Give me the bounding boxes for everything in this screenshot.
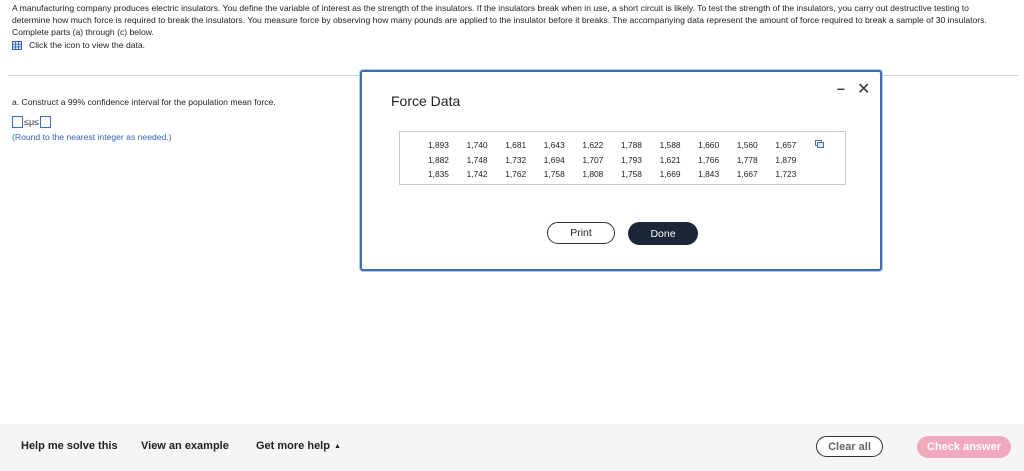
table-cell: 1,740 <box>466 140 488 151</box>
part-a-prompt: a. Construct a 99% confidence interval for the population mean force. <box>12 97 276 107</box>
table-cell: 1,762 <box>505 169 527 180</box>
view-data-label[interactable]: Click the icon to view the data. <box>29 40 146 50</box>
upper-bound-input[interactable] <box>40 116 51 128</box>
view-example-link[interactable]: View an example <box>141 440 229 452</box>
table-cell: 1,588 <box>659 140 681 151</box>
footer-bar <box>0 424 1024 471</box>
help-me-solve-link[interactable]: Help me solve this <box>21 440 118 452</box>
get-more-help-label[interactable]: Get more help <box>256 440 330 452</box>
print-button[interactable]: Print <box>547 222 615 244</box>
minimize-icon[interactable]: – <box>837 80 845 96</box>
table-cell: 1,882 <box>428 154 449 165</box>
mu-inequality: ≤μ≤ <box>24 117 40 127</box>
rounding-note: (Round to the nearest integer as needed.) <box>12 132 172 142</box>
view-data-link[interactable] <box>12 40 145 50</box>
table-cell: 1,660 <box>698 140 720 151</box>
table-cell: 1,758 <box>543 169 565 180</box>
close-icon[interactable]: ✕ <box>857 81 871 98</box>
table-cell: 1,758 <box>620 169 642 180</box>
table-cell: 1,681 <box>505 140 527 151</box>
table-cell: 1,657 <box>775 140 797 151</box>
table-row <box>428 153 814 168</box>
table-cell: 1,778 <box>736 154 758 165</box>
table-cell: 1,667 <box>736 169 758 180</box>
table-cell: 1,808 <box>582 169 604 180</box>
force-data-dialog <box>360 70 882 271</box>
table-cell: 1,835 <box>428 169 449 180</box>
caret-up-icon: ▲ <box>333 443 341 450</box>
force-data-table-frame <box>399 131 846 185</box>
clear-all-button[interactable]: Clear all <box>816 436 883 457</box>
table-cell: 1,766 <box>698 154 720 165</box>
table-cell: 1,723 <box>775 169 797 180</box>
table-cell: 1,788 <box>620 140 642 151</box>
confidence-interval-answer <box>12 116 51 128</box>
table-cell: 1,893 <box>428 140 449 151</box>
table-cell: 1,748 <box>466 154 488 165</box>
check-answer-button[interactable]: Check answer <box>917 436 1011 458</box>
table-cell: 1,643 <box>543 140 565 151</box>
problem-statement: A manufacturing company produces electric insulators. You define the variable of interest as the strength of the insulators. If the insulators break when in use, a short circuit is likely. To test the strength of the insulators, you carry out destructive testing to determine how much force is required to break the insulators. You measure force by observing how many pounds are applied to the insulator before it breaks. The accompanying data represent the amount of force required to break a sample of 30 insulators. Complete parts (a) through (c) below. <box>12 3 987 37</box>
table-cell: 1,732 <box>505 154 527 165</box>
table-cell: 1,793 <box>620 154 642 165</box>
lower-bound-input[interactable] <box>12 116 23 128</box>
table-row <box>428 138 814 153</box>
table-cell: 1,694 <box>543 154 565 165</box>
table-cell: 1,669 <box>659 169 681 180</box>
table-cell: 1,843 <box>698 169 720 180</box>
table-cell: 1,621 <box>659 154 681 165</box>
table-row <box>428 167 814 182</box>
copy-icon[interactable] <box>815 140 824 148</box>
table-cell: 1,742 <box>466 169 488 180</box>
table-cell: 1,879 <box>775 154 797 165</box>
grid-table-icon[interactable] <box>12 41 22 50</box>
table-cell: 1,707 <box>582 154 604 165</box>
table-cell: 1,560 <box>736 140 758 151</box>
force-data-table <box>428 138 814 182</box>
dialog-title: Force Data <box>391 93 461 109</box>
get-more-help-link[interactable] <box>256 440 341 452</box>
done-button[interactable]: Done <box>628 222 698 245</box>
table-cell: 1,622 <box>582 140 604 151</box>
